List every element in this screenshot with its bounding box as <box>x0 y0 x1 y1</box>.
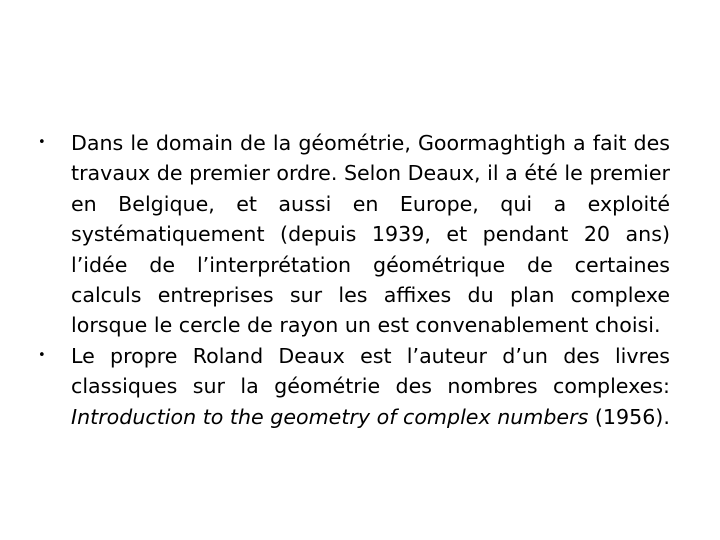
bullet-list <box>38 128 670 432</box>
bullet-marker: • <box>38 135 46 150</box>
bullet-text: Dans le domain de la géométrie, Goormaghtigh a fait des travaux de premier ordre. Selon Deaux, il a été le premier en Belgique, et aussi en Europe, qui a exploité systématiquement (depuis 1939, et pendant 20 ans) l’idée de l’interprétation géométrique de certaines calculs entreprises sur les affixes du plan complexe lorsque le cercle de rayon un est convenablement choisi. <box>71 131 670 338</box>
bullet-item-deaux <box>38 341 670 432</box>
bullet-item-goormaghtigh <box>38 128 670 341</box>
bullet-text-after: (1956). <box>588 404 670 429</box>
bullet-text-before: Le propre Roland Deaux est l’auteur d’un des livres classiques sur la géométrie des nombres complexes: <box>71 343 670 399</box>
bullet-marker: • <box>38 347 46 363</box>
book-title: Introduction to the geometry of complex numbers <box>71 404 589 429</box>
